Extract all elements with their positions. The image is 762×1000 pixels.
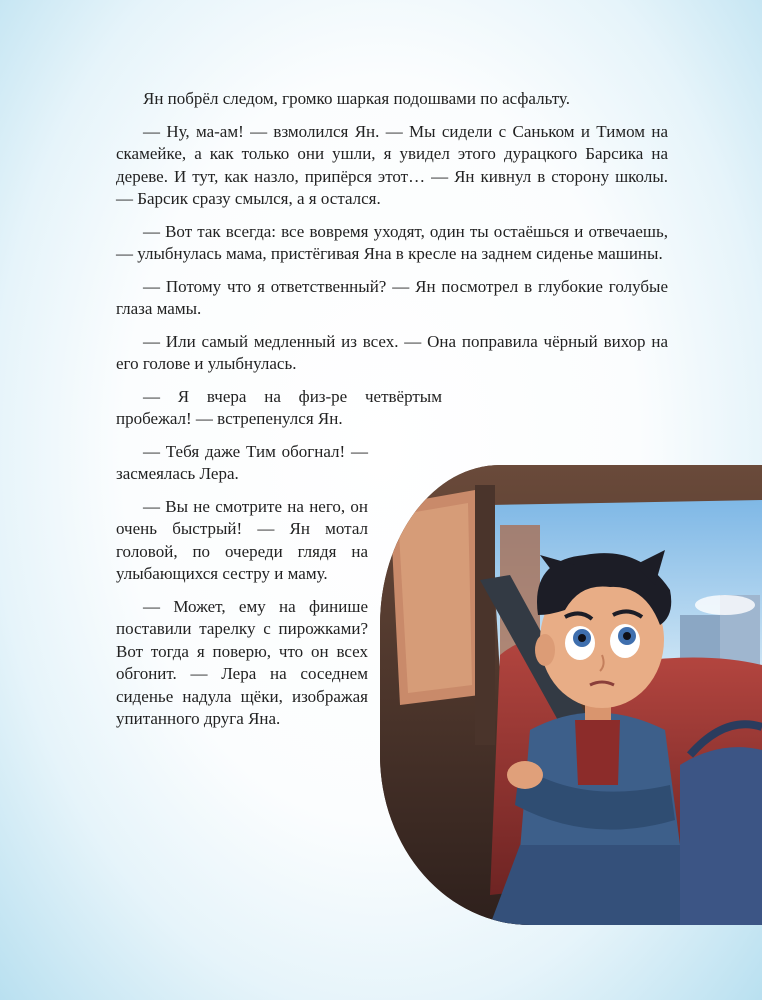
paragraph: — Тебя даже Тим обогнал! — засмеялась Лера. [116,441,368,483]
paragraph: — Потому что я ответственный? — Ян посмотрел в глубокие голубые глаза мамы. [116,276,668,318]
paragraph: — Может, ему на финише поставили тарелку с пирожками? Вот тогда я поверю, что он всех обгонит. — Лера на соседнем сиденье надула щёки, изображая упитанного друга Яна. [116,596,368,728]
paragraph: Ян побрёл следом, громко шаркая подошвами по асфальту. [143,89,570,108]
paragraph: — Ну, ма-ам! — взмолился Ян. — Мы сидели с Саньком и Тимом на скамейке, а как только они ушли, я увидел этого дурацкого Барсика на дереве. И тут, как назло, припёрся этот… — Ян кивнул в сторону школы. — Барсик сразу смылся, а я остался. [116,121,668,208]
paragraph: — Вы не смотрите на него, он очень быстрый! — Ян мотал головой, по очереди глядя на улыбающихся сестру и маму. [116,496,368,583]
paragraph: — Или самый медленный из всех. — Она поправила чёрный вихор на его голове и улыбнулась. [116,331,668,373]
paragraph: — Вот так всегда: все вовремя уходят, один ты остаёшься и отвечаешь, — улыбнулась мама, пристёгивая Яна в кресле на заднем сиденье машины. [116,221,668,263]
paragraph: — Я вчера на физ-ре четвёртым пробежал! — встрепенулся Ян. [116,386,442,428]
car-illustration [380,465,762,925]
